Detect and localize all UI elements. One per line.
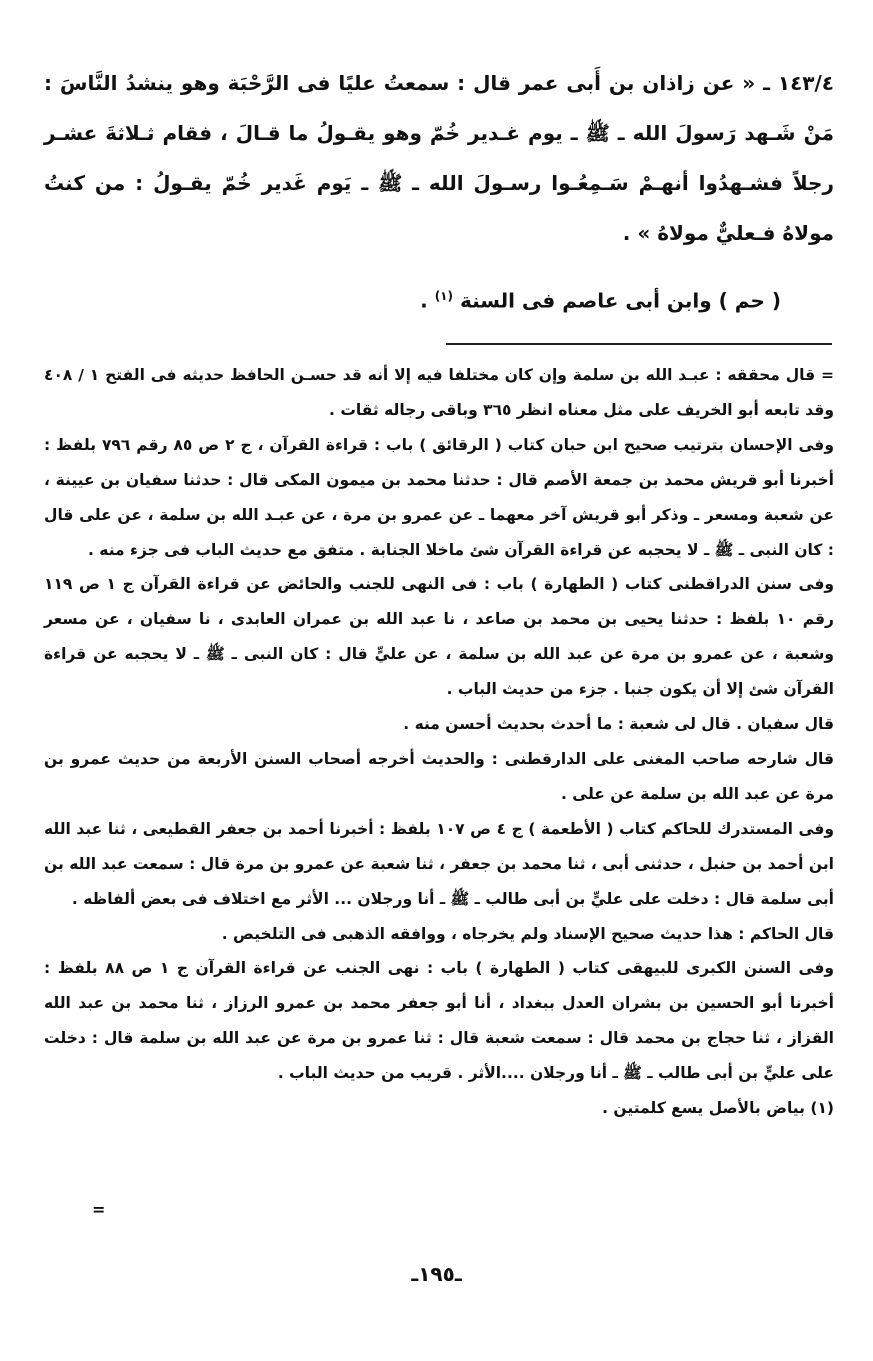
source-end: . <box>420 288 428 313</box>
note-paragraph: وفى السنن الكبرى للبيهقى كتاب ( الطهارة ) باب : نهى الجنب عن قراءة القرآن ج ١ ص ٨٨ بلفظ : أخبرنا أبو الحسين بن بشران العدل ببغداد ، أنا أبو جعفر محمد بن عمرو الرزاز ، ثنا محمد بن عبد الله القزاز ، ثنا حجاج بن محمد قال : سمعت شعبة قال : ثنا عمرو بن مرة عن عبد الله بن سلمة قال : دخلت على عليٍّ بن أبى طالب ـ ﷺ ـ أنا ورجلان ....الأثر . قريب من حديث الباب . <box>44 959 834 1083</box>
continuation-mark: = <box>92 1200 106 1219</box>
note-paragraph: وفى الإحسان بترتيب صحيح ابن حبان كتاب ( الرقائق ) باب : قراءة القرآن ، ج ٢ ص ٨٥ رقم ٧٩٦ بلفظ : أخبرنا أبو قريش محمد بن جمعة الأصم قال : حدثنا محمد بن ميمون المكى قال : حدثنا سفيان بن عيينة ، عن شعبة ومسعر ـ وذكر أبو قريش آخر معهما ـ عن عمرو بن مرة ، عن عبـد الله بن سلمة ، عن على قال : كان النبى ـ ﷺ ـ لا يحجبه عن قراءة القرآن شئ ماخلا الجنابة . متفق مع حديث الباب فى جزء منه . <box>44 435 834 559</box>
note-paragraph: = قال محققه : عبـد الله بن سلمة وإن كان مختلفا فيه إلا أنه قد حسـن الحافظ حديثه فى الفتح ١ / ٤٠٨ وقد تابعه أبو الخريف على مثل معناه انظر ٣٦٥ وباقى رجاله ثقات . <box>44 366 834 419</box>
hadith-paragraph: ١٤٣/٤ ـ « عن زاذان بن أَبى عمر قال : سمعتُ عليًا فى الرَّحْبَة وهو ينشدُ النَّاسَ : مَنْ شَـهد رَسولَ الله ـ ﷺ ـ يوم غـدير خُمّ وهو يقـولُ ما قـالَ ، فقام ثـلاثةَ عشـر رجلاً فشـهدُوا أنهـمْ سَـمِعُـوا رسـولَ الله ـ ﷺ ـ يَوم غَدير خُمّ يقـولُ : من كنتُ مولاهُ فـعليٌّ مولاهُ » . <box>44 71 834 245</box>
footnote-1: (١) بياض بالأصل يسع كلمتين . <box>602 1099 834 1118</box>
hadith-source <box>181 276 781 321</box>
note-paragraph: قال الحاكم : هذا حديث صحيح الإسناد ولم يخرجاه ، ووافقه الذهبى فى التلخيص . <box>221 924 834 943</box>
footnote-reference: (١) <box>434 289 453 303</box>
note-paragraph: وفى المستدرك للحاكم كتاب ( الأطعمة ) ج ٤ ص ١٠٧ بلفظ : أخبرنا أحمد بن جعفر القطيعى ، ثنا عبد الله ابن أحمد بن حنبل ، حدثنى أبى ، ثنا محمد بن جعفر ، ثنا شعبة عن عمرو بن مرة قال : سمعت عبد الله بن أبى سلمة قال : دخلت على عليٍّ بن أبى طالب ـ ﷺ ـ أنا ورجلان ... الأثر مع اختلاف فى بعض ألفاظه . <box>44 819 834 908</box>
note-paragraph: قال سفيان . قال لى شعبة : ما أحدث بحديث أحسن منه . <box>403 715 834 734</box>
page-number: ـ١٩٥ـ <box>411 1262 462 1286</box>
source-text: ( حم ) وابن أبى عاصم فى السنة <box>459 288 781 313</box>
footnotes <box>44 358 834 1126</box>
note-paragraph: وفى سنن الدراقطنى كتاب ( الطهارة ) باب : فى النهى للجنب والحائض عن قراءة القرآن ج ١ ص ١١٩ رقم ١٠ بلفظ : حدثنا يحيى بن محمد بن صاعد ، نا عبد الله بن عمران العابدى ، نا سفيان ، عن مسعر وشعبة ، عن عمرو بن مرة عن عبد الله بن سلمة ، عن عليٍّ قال : كان النبى ـ ﷺ ـ لا يحجبه عن قراءة القرآن شئ إلا أن يكون جنبا . جزء من حديث الباب . <box>44 575 834 699</box>
note-paragraph: قال شارحه صاحب المغنى على الدارقطنى : والحديث أخرجه أصحاب السنن الأربعة من حديث عمرو بن مرة عن عبد الله بن سلمة عن على . <box>44 749 834 803</box>
footnote-divider <box>446 343 832 345</box>
hadith-text <box>44 58 834 258</box>
